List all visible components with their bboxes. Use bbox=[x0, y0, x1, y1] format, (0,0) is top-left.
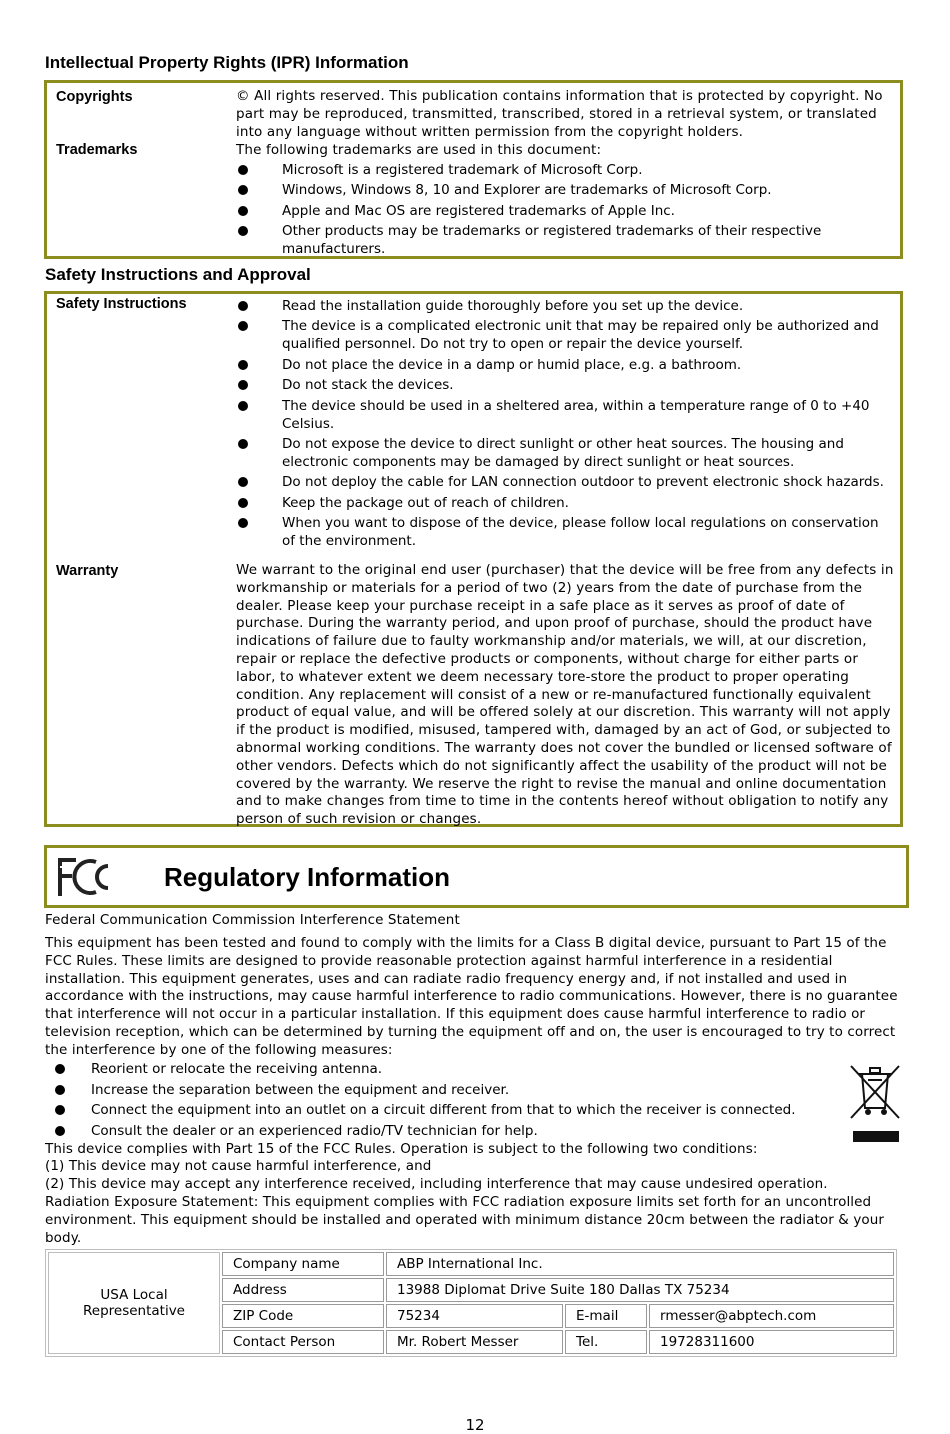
bullet-icon bbox=[238, 321, 248, 331]
address-value: 13988 Diplomat Drive Suite 180 Dallas TX 75234 bbox=[386, 1278, 894, 1302]
trademarks-label: Trademarks bbox=[56, 142, 138, 158]
bullet-icon bbox=[238, 380, 248, 390]
contact-label: Contact Person bbox=[222, 1330, 384, 1354]
safety-item: Keep the package out of reach of children. bbox=[236, 495, 894, 513]
measure-item: Consult the dealer or an experienced radio/TV technician for help. bbox=[45, 1123, 538, 1141]
bullet-icon bbox=[55, 1064, 65, 1074]
fcc-logo-icon bbox=[56, 854, 118, 900]
safety-item: When you want to dispose of the device, please follow local regulations on conservation of the environment. bbox=[236, 515, 894, 551]
address-label: Address bbox=[222, 1278, 384, 1302]
bullet-icon bbox=[238, 498, 248, 508]
measure-item: Reorient or relocate the receiving antenna. bbox=[45, 1061, 382, 1079]
bullet-icon bbox=[238, 401, 248, 411]
zip-label: ZIP Code bbox=[222, 1304, 384, 1328]
safety-box bbox=[44, 291, 903, 827]
company-label: Company name bbox=[222, 1252, 384, 1276]
bullet-icon bbox=[55, 1126, 65, 1136]
radiation-statement: Radiation Exposure Statement: This equipment complies with FCC radiation exposure limits set forth for an uncontrolled environment. This equipment should be installed and operated with minimum distance 20cm between the radiator & your body. bbox=[45, 1194, 885, 1246]
contact-value: Mr. Robert Messer bbox=[386, 1330, 563, 1354]
bullet-icon bbox=[238, 360, 248, 370]
safety-item: Do not stack the devices. bbox=[236, 377, 894, 395]
trademark-item: Apple and Mac OS are registered trademarks of Apple Inc. bbox=[236, 203, 894, 221]
copyrights-text: © All rights reserved. This publication contains information that is protected by copyright. No part may be reproduced, transmitted, transcribed, stored in a retrieval system, or translated into any language without written permission from the copyright holders. bbox=[236, 88, 883, 140]
measure-item: Increase the separation between the equipment and receiver. bbox=[45, 1082, 509, 1100]
tel-label: Tel. bbox=[565, 1330, 647, 1354]
page-number: 12 bbox=[465, 1416, 485, 1434]
compliance-text: This device complies with Part 15 of the FCC Rules. Operation is subject to the following two conditions: bbox=[45, 1141, 758, 1157]
condition-2: (2) This device may accept any interference received, including interference that may cause undesired operation. bbox=[45, 1176, 828, 1192]
email-value: rmesser@abptech.com bbox=[649, 1304, 894, 1328]
bullet-icon bbox=[55, 1105, 65, 1115]
regulatory-banner bbox=[44, 845, 909, 908]
copyrights-label: Copyrights bbox=[56, 89, 133, 105]
tel-value: 19728311600 bbox=[649, 1330, 894, 1354]
safety-item: The device should be used in a sheltered area, within a temperature range of 0 to +40 Celsius. bbox=[236, 398, 894, 434]
zip-value: 75234 bbox=[386, 1304, 563, 1328]
trademark-item: Microsoft is a registered trademark of Microsoft Corp. bbox=[236, 162, 894, 180]
email-label: E-mail bbox=[565, 1304, 647, 1328]
bullet-icon bbox=[55, 1085, 65, 1095]
bullet-icon bbox=[238, 226, 248, 236]
representative-table bbox=[45, 1249, 897, 1357]
ipr-heading: Intellectual Property Rights (IPR) Information bbox=[45, 53, 409, 72]
fcc-paragraph: This equipment has been tested and found to comply with the limits for a Class B digital device, pursuant to Part 15 of the FCC Rules. These limits are designed to provide reasonable protection against harmful interference in a residential installation. This equipment generates, uses and can radiate radio frequency energy and, if not installed and used in accordance with the instructions, may cause harmful interference to radio communications. However, there is no guarantee that interference will not occur in a particular installation. If this equipment does cause harmful interference to radio or television reception, which can be determined by turning the equipment off and on, the user is encouraged to try to correct the interference by one of the following measures: bbox=[45, 935, 898, 1058]
trademark-item: Other products may be trademarks or registered trademarks of their respective manufacturers. bbox=[236, 223, 894, 259]
safety-heading: Safety Instructions and Approval bbox=[45, 265, 311, 284]
safety-item: Do not deploy the cable for LAN connection outdoor to prevent electronic shock hazards. bbox=[236, 474, 894, 492]
bullet-icon bbox=[238, 165, 248, 175]
trademarks-intro: The following trademarks are used in this document: bbox=[236, 142, 602, 158]
ipr-box bbox=[44, 80, 903, 259]
warranty-text: We warrant to the original end user (purchaser) that the device will be free from any defects in workmanship or materials for a period of two (2) years from the date of purchase from the dealer. Please keep your purchase receipt in a safe place as it serves as proof of date of purchase. During the warranty period, and upon proof of purchase, should the product have indications of failure due to faulty workmanship and/or materials, we will, at our discretion, repair or replace the defective products or components, without charge for either parts or labor, to whatever extent we deem necessary tore-store the product to proper operating condition. Any replacement will consist of a new or re-manufactured functionally equivalent product of equal value, and will be offered solely at our discretion. This warranty will not apply if the product is modified, misused, tampered with, damaged by an act of God, or subjected to abnormal working conditions. The warranty does not cover the bundled or licensed software of other vendors. Defects which do not significantly affect the usability of the product will not be covered by the warranty. We reserve the right to revise the manual and online documentation and to make changes from time to time in the contents hereof without obligation to notify any person of such revision or changes. bbox=[236, 562, 894, 828]
bullet-icon bbox=[238, 518, 248, 528]
warranty-label: Warranty bbox=[56, 563, 119, 579]
bullet-icon bbox=[238, 206, 248, 216]
safety-item: Read the installation guide thoroughly before you set up the device. bbox=[236, 298, 894, 316]
bullet-icon bbox=[238, 301, 248, 311]
measure-item: Connect the equipment into an outlet on a circuit different from that to which the receiver is connected. bbox=[45, 1102, 796, 1120]
bullet-icon bbox=[238, 185, 248, 195]
safety-item: Do not place the device in a damp or humid place, e.g. a bathroom. bbox=[236, 357, 894, 375]
trademark-item: Windows, Windows 8, 10 and Explorer are trademarks of Microsoft Corp. bbox=[236, 182, 894, 200]
crossed-out-wheeled-bin-icon bbox=[848, 1060, 902, 1144]
safety-instructions-label: Safety Instructions bbox=[56, 296, 187, 312]
regulatory-title: Regulatory Information bbox=[164, 862, 451, 892]
company-value: ABP International Inc. bbox=[386, 1252, 894, 1276]
safety-item: Do not expose the device to direct sunlight or other heat sources. The housing and electronic components may be damaged by direct sunlight or heat sources. bbox=[236, 436, 894, 472]
bullet-icon bbox=[238, 477, 248, 487]
safety-item: The device is a complicated electronic unit that may be repaired only be authorized and qualified personnel. Do not try to open or repair the device yourself. bbox=[236, 318, 894, 354]
representative-label: USA Local Representative bbox=[48, 1252, 220, 1354]
bullet-icon bbox=[238, 439, 248, 449]
fcc-statement-title: Federal Communication Commission Interference Statement bbox=[45, 912, 460, 928]
condition-1: (1) This device may not cause harmful interference, and bbox=[45, 1158, 432, 1174]
